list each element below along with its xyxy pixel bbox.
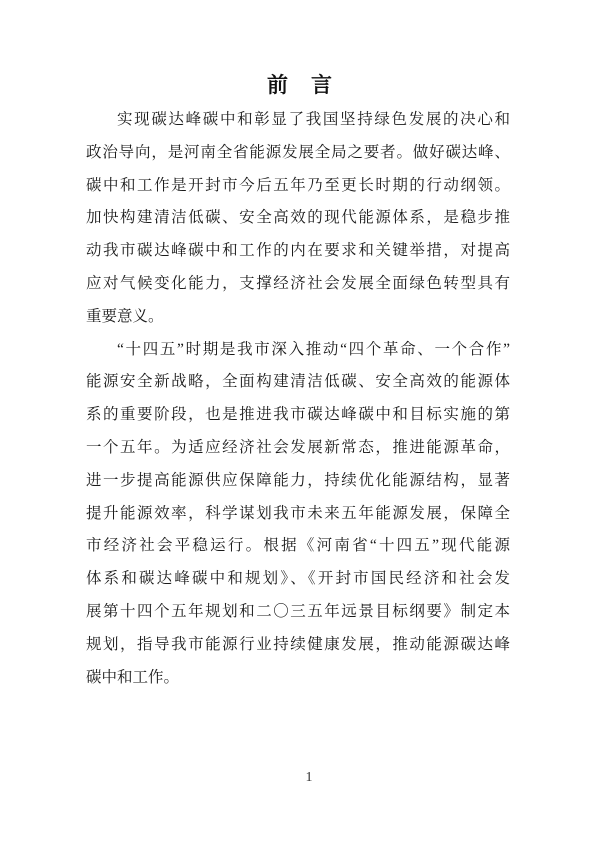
text-line: 进一步提高能源供应保障能力，持续优化能源结构，显著 bbox=[86, 471, 510, 489]
text-line: 规划，指导我市能源行业持续健康发展，推动能源碳达峰 bbox=[86, 635, 510, 653]
text-line: 重要意义。 bbox=[86, 307, 164, 325]
document-body bbox=[86, 104, 510, 694]
text-line: 能源安全新战略，全面构建清洁低碳、安全高效的能源体 bbox=[86, 373, 510, 391]
text-line: 加快构建清洁低碳、安全高效的现代能源体系，是稳步推 bbox=[86, 209, 510, 227]
text-line: 政治导向，是河南全省能源发展全局之要者。做好碳达峰、 bbox=[86, 143, 510, 161]
text-line: 提升能源效率，科学谋划我市未来五年能源发展，保障全 bbox=[86, 504, 510, 522]
text-line: 展第十四个五年规划和二〇三五年远景目标纲要》制定本 bbox=[86, 602, 510, 620]
text-line: 应对气候变化能力，支撑经济社会发展全面绿色转型具有 bbox=[86, 274, 510, 292]
text-line: “十四五”时期是我市深入推动“四个革命、一个合作” bbox=[117, 340, 510, 358]
page-title: 前 言 bbox=[267, 74, 333, 97]
text-line: 一个五年。为适应经济社会发展新常态，推进能源革命， bbox=[86, 438, 510, 456]
text-line: 动我市碳达峰碳中和工作的内在要求和关键举措，对提高 bbox=[86, 242, 510, 260]
text-line: 体系和碳达峰碳中和规划》、《开封市国民经济和社会发 bbox=[86, 570, 510, 588]
text-line: 碳中和工作。 bbox=[86, 668, 180, 686]
text-line: 市经济社会平稳运行。根据《河南省“十四五”现代能源 bbox=[86, 537, 510, 555]
page-number: 1 bbox=[305, 770, 313, 785]
text-line: 系的重要阶段，也是推进我市碳达峰碳中和目标实施的第 bbox=[86, 406, 510, 424]
text-line: 碳中和工作是开封市今后五年乃至更长时期的行动纲领。 bbox=[86, 176, 510, 194]
text-line: 实现碳达峰碳中和彰显了我国坚持绿色发展的决心和 bbox=[117, 111, 510, 128]
